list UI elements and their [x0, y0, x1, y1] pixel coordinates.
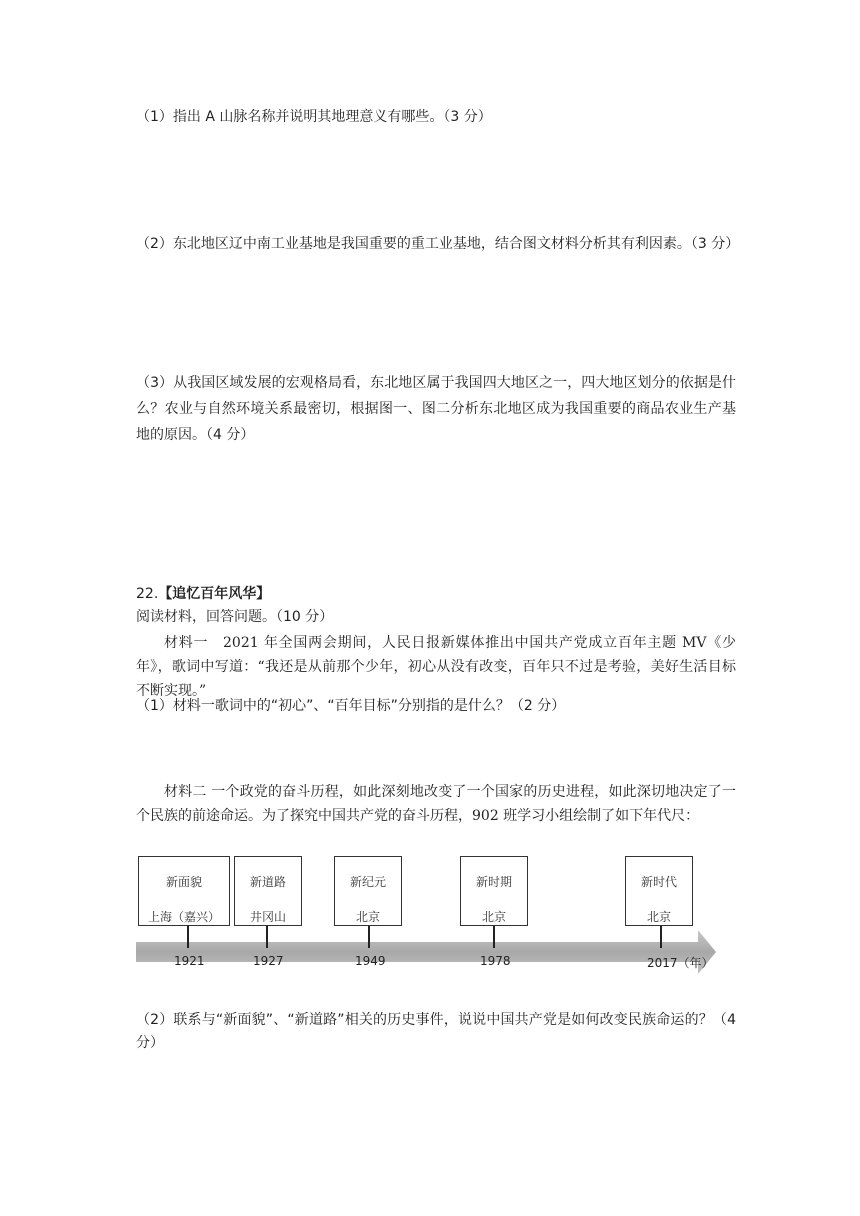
question-2: （2）东北地区辽中南工业基地是我国重要的重工业基地，结合图文材料分析其有利因素。（3 分）	[136, 236, 740, 252]
timeline-box-1927	[234, 856, 302, 926]
timeline-box-1978	[460, 856, 528, 926]
timeline-box-place: 北京	[646, 910, 671, 924]
timeline-box-place: 井冈山	[249, 910, 286, 924]
timeline-year: 1978	[480, 954, 511, 968]
timeline-box-place: 上海（嘉兴）	[147, 910, 220, 924]
question-1: （1）指出 A 山脉名称并说明其地理意义有哪些。（3 分）	[136, 109, 492, 125]
question-3: （3）从我国区域发展的宏观格局看，东北地区属于我国四大地区之一，四大地区划分的依据是什么？农业与自然环境关系最密切，根据图一、图二分析东北地区成为我国重要的商品农业生产基地的原因。（4 分）	[136, 375, 736, 443]
timeline-box-1921	[138, 856, 230, 926]
material-two: 材料二 一个政党的奋斗历程，如此深刻地改变了一个国家的历史进程，如此深切地决定了一个民族的前途命运。为了探究中国共产党的奋斗历程，902 班学习小组绘制了如下年代尺：	[136, 784, 736, 824]
timeline-box-title: 新面貌	[165, 875, 202, 889]
timeline-box-title: 新纪元	[349, 875, 386, 889]
timeline-tick	[660, 926, 662, 948]
timeline-year: 1949	[355, 954, 386, 968]
timeline-arrow	[136, 930, 716, 974]
timeline-year: 2017（年）	[647, 956, 714, 970]
timeline-tick	[493, 926, 495, 948]
timeline-box-title: 新时期	[475, 875, 512, 889]
timeline-tick	[266, 926, 268, 948]
section-number: 22.	[136, 586, 159, 602]
timeline-box-place: 北京	[481, 910, 506, 924]
section-intro: 阅读材料，回答问题。（10 分）	[136, 609, 334, 625]
timeline-year: 1921	[174, 954, 205, 968]
timeline-tick	[368, 926, 370, 948]
timeline-box-1949	[334, 856, 402, 926]
section-22-heading	[136, 583, 736, 606]
timeline-box-2017	[625, 856, 693, 926]
sub-question-1: （1）材料一歌词中的“初心”、“百年目标”分别指的是什么？（2 分）	[136, 698, 566, 714]
section-title: 【追忆百年风华】	[158, 586, 271, 602]
timeline-box-title: 新时代	[640, 875, 677, 889]
timeline-year: 1927	[253, 954, 284, 968]
material-one: 材料一 2021 年全国两会期间，人民日报新媒体推出中国共产党成立百年主题 MV《少年》，歌词中写道：“我还是从前那个少年，初心从没有改变，百年只不过是考验，美好生活目标不断实现。”	[136, 635, 736, 699]
timeline-chart	[136, 852, 726, 1002]
timeline-box-place: 北京	[355, 910, 380, 924]
sub-question-2: （2）联系与“新面貌”、“新道路”相关的历史事件，说说中国共产党是如何改变民族命运的？（4 分）	[136, 1012, 736, 1051]
timeline-box-title: 新道路	[249, 875, 286, 889]
timeline-tick	[187, 926, 189, 948]
